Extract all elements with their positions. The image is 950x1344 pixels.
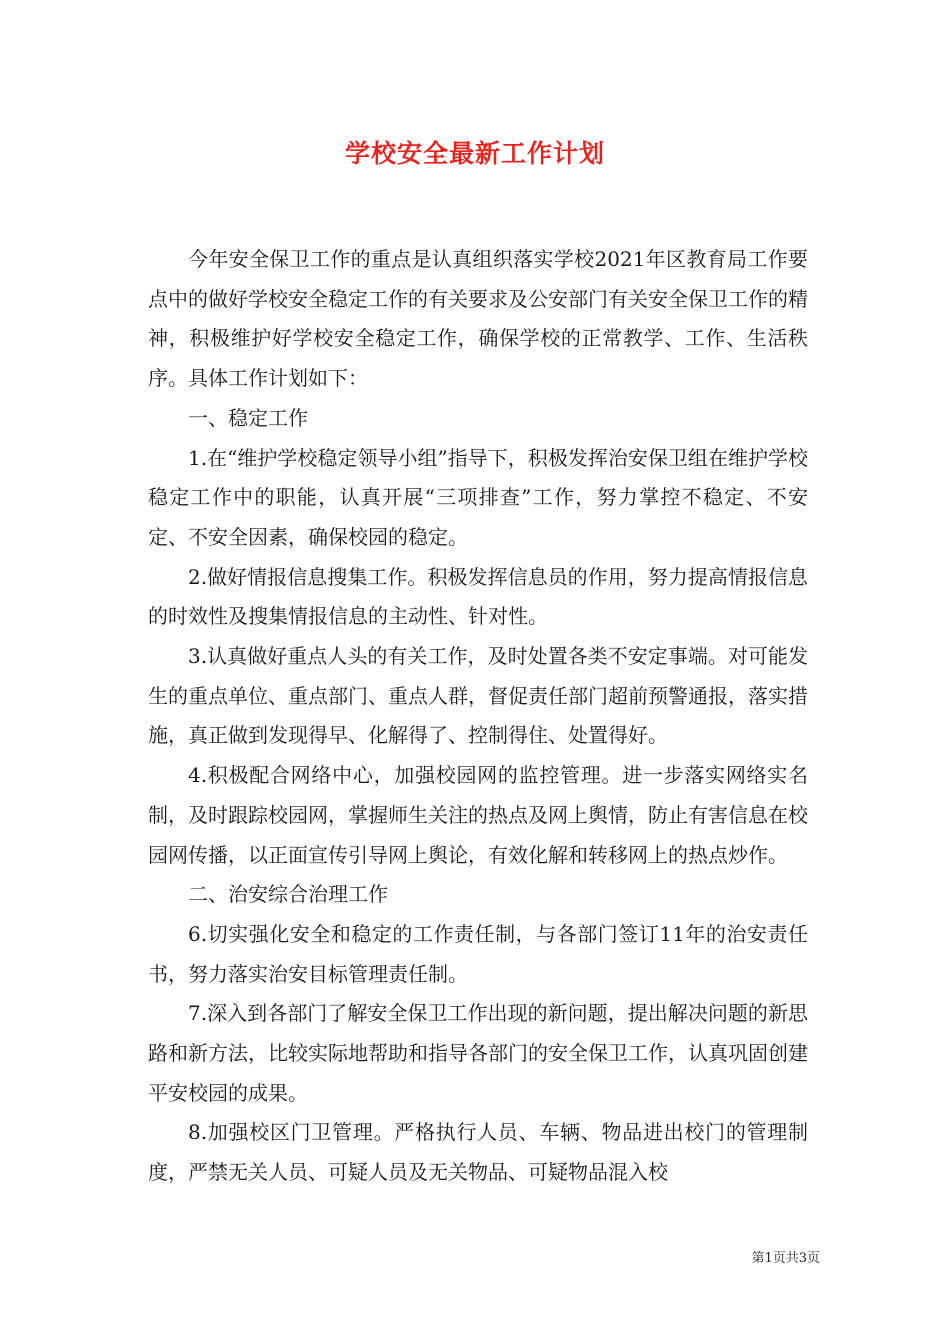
paragraph-item-3: 3.认真做好重点人头的有关工作，及时处置各类不安定事端。对可能发生的重点单位、重点部门、重点人群，督促责任部门超前预警通报，落实措施，真正做到发现得早、化解得了、控制得住、处置得好。: [148, 644, 808, 748]
section-heading-public-security: 二、治安综合治理工作: [188, 882, 388, 907]
paragraph-item-6: 6.切实强化安全和稳定的工作责任制，与各部门签订11年的治安责任书，努力落实治安目标管理责任制。: [148, 921, 808, 986]
paragraph-item-2: 2.做好情报信息搜集工作。积极发挥信息员的作用，努力提高情报信息的时效性及搜集情报信息的主动性、针对性。: [148, 564, 808, 629]
document-body: [148, 240, 808, 1193]
paragraph-intro: 今年安全保卫工作的重点是认真组织落实学校2021年区教育局工作要点中的做好学校安全稳定工作的有关要求及公安部门有关安全保卫工作的精神，积极维护好学校安全稳定工作，确保学校的正常教学、工作、生活秩序。具体工作计划如下：: [148, 247, 808, 391]
paragraph-item-4: 4.积极配合网络中心，加强校园网的监控管理。进一步落实网络实名制，及时跟踪校园网，掌握师生关注的热点及网上舆情，防止有害信息在校园网传播，以正面宣传引导网上舆论，有效化解和转移网上的热点炒作。: [148, 763, 808, 867]
paragraph-item-7: 7.深入到各部门了解安全保卫工作出现的新问题，提出解决问题的新思路和新方法，比较实际地帮助和指导各部门的安全保卫工作，认真巩固创建平安校园的成果。: [148, 1001, 808, 1105]
document-title: 学校安全最新工作计划: [344, 139, 605, 168]
paragraph-item-1: 1.在“维护学校稳定领导小组”指导下，积极发挥治安保卫组在维护学校稳定工作中的职能，认真开展“三项排查”工作，努力掌控不稳定、不安定、不安全因素，确保校园的稳定。: [148, 445, 808, 549]
page-number: 第1页共3页: [751, 1251, 820, 1266]
paragraph-item-8: 8.加强校区门卫管理。严格执行人员、车辆、物品进出校门的管理制度，严禁无关人员、可疑人员及无关物品、可疑物品混入校: [148, 1120, 808, 1185]
section-heading-stability: 一、稳定工作: [188, 405, 308, 430]
